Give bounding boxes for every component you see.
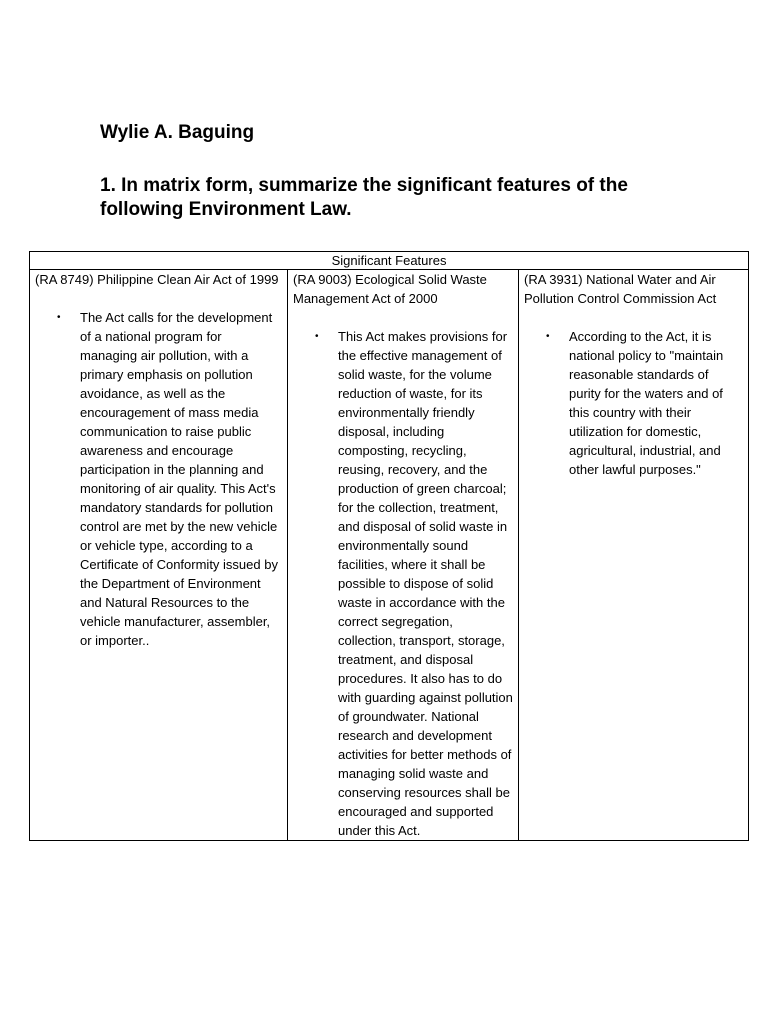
- list-item: [546, 327, 743, 479]
- list-item-text: The Act calls for the development of a national program for managing air pollution, with a primary emphasis on pollution avoidance, as well as the encouragement of mass media communication to raise public awareness and encourage participation in the planning and monitoring of air quality. This Act's mandatory standards for pollution control are met by the new vehicle or vehicle type, according to a Certificate of Conformity issued by the Department of Environment and Natural Resources to the vehicle manufacturer, assembler, or importer..: [80, 310, 278, 648]
- bullet-icon: •: [546, 331, 550, 342]
- list-item-text: This Act makes provisions for the effective management of solid waste, for the volume reduction of waste, for its environmentally friendly disposal, including composting, recycling, reusing, recovery, and the production of green charcoal; for the collection, treatment, and disposal of solid waste in environmentally sound facilities, where it shall be possible to dispose of solid waste in accordance with the correct segregation, collection, transport, storage, treatment, and disposal procedures. It also has to do with guarding against pollution of groundwater. National research and development activities for better methods of managing solid waste and conserving resources shall be encouraged and supported under this Act.: [338, 329, 513, 838]
- table-cell-solid-waste-act: [288, 270, 519, 841]
- bullet-list: [35, 308, 282, 650]
- table-header-cell: Significant Features: [30, 252, 749, 270]
- table-cell-water-air-act: [519, 270, 749, 841]
- column-title: (RA 8749) Philippine Clean Air Act of 1999: [35, 272, 279, 287]
- bullet-list: [293, 327, 513, 840]
- table-row: [30, 270, 749, 841]
- bullet-list: [524, 327, 743, 479]
- list-item: [315, 327, 513, 840]
- list-item-text: According to the Act, it is national policy to "maintain reasonable standards of purity for the waters and of this country with their utilization for domestic, agricultural, industrial, and other lawful purposes.": [569, 329, 724, 477]
- author-name: Wylie A. Baguing: [100, 122, 255, 143]
- table-cell-clean-air-act: [30, 270, 288, 841]
- list-item: [57, 308, 282, 650]
- table-header-row: [30, 252, 749, 270]
- column-title: (RA 3931) National Water and Air Pollution Control Commission Act: [524, 272, 717, 306]
- bullet-icon: •: [315, 331, 319, 342]
- features-matrix-table: [29, 251, 749, 841]
- bullet-icon: •: [57, 312, 61, 323]
- column-title: (RA 9003) Ecological Solid Waste Management Act of 2000: [293, 272, 487, 306]
- question-heading: 1. In matrix form, summarize the significant features of the following Environment Law.: [100, 175, 628, 220]
